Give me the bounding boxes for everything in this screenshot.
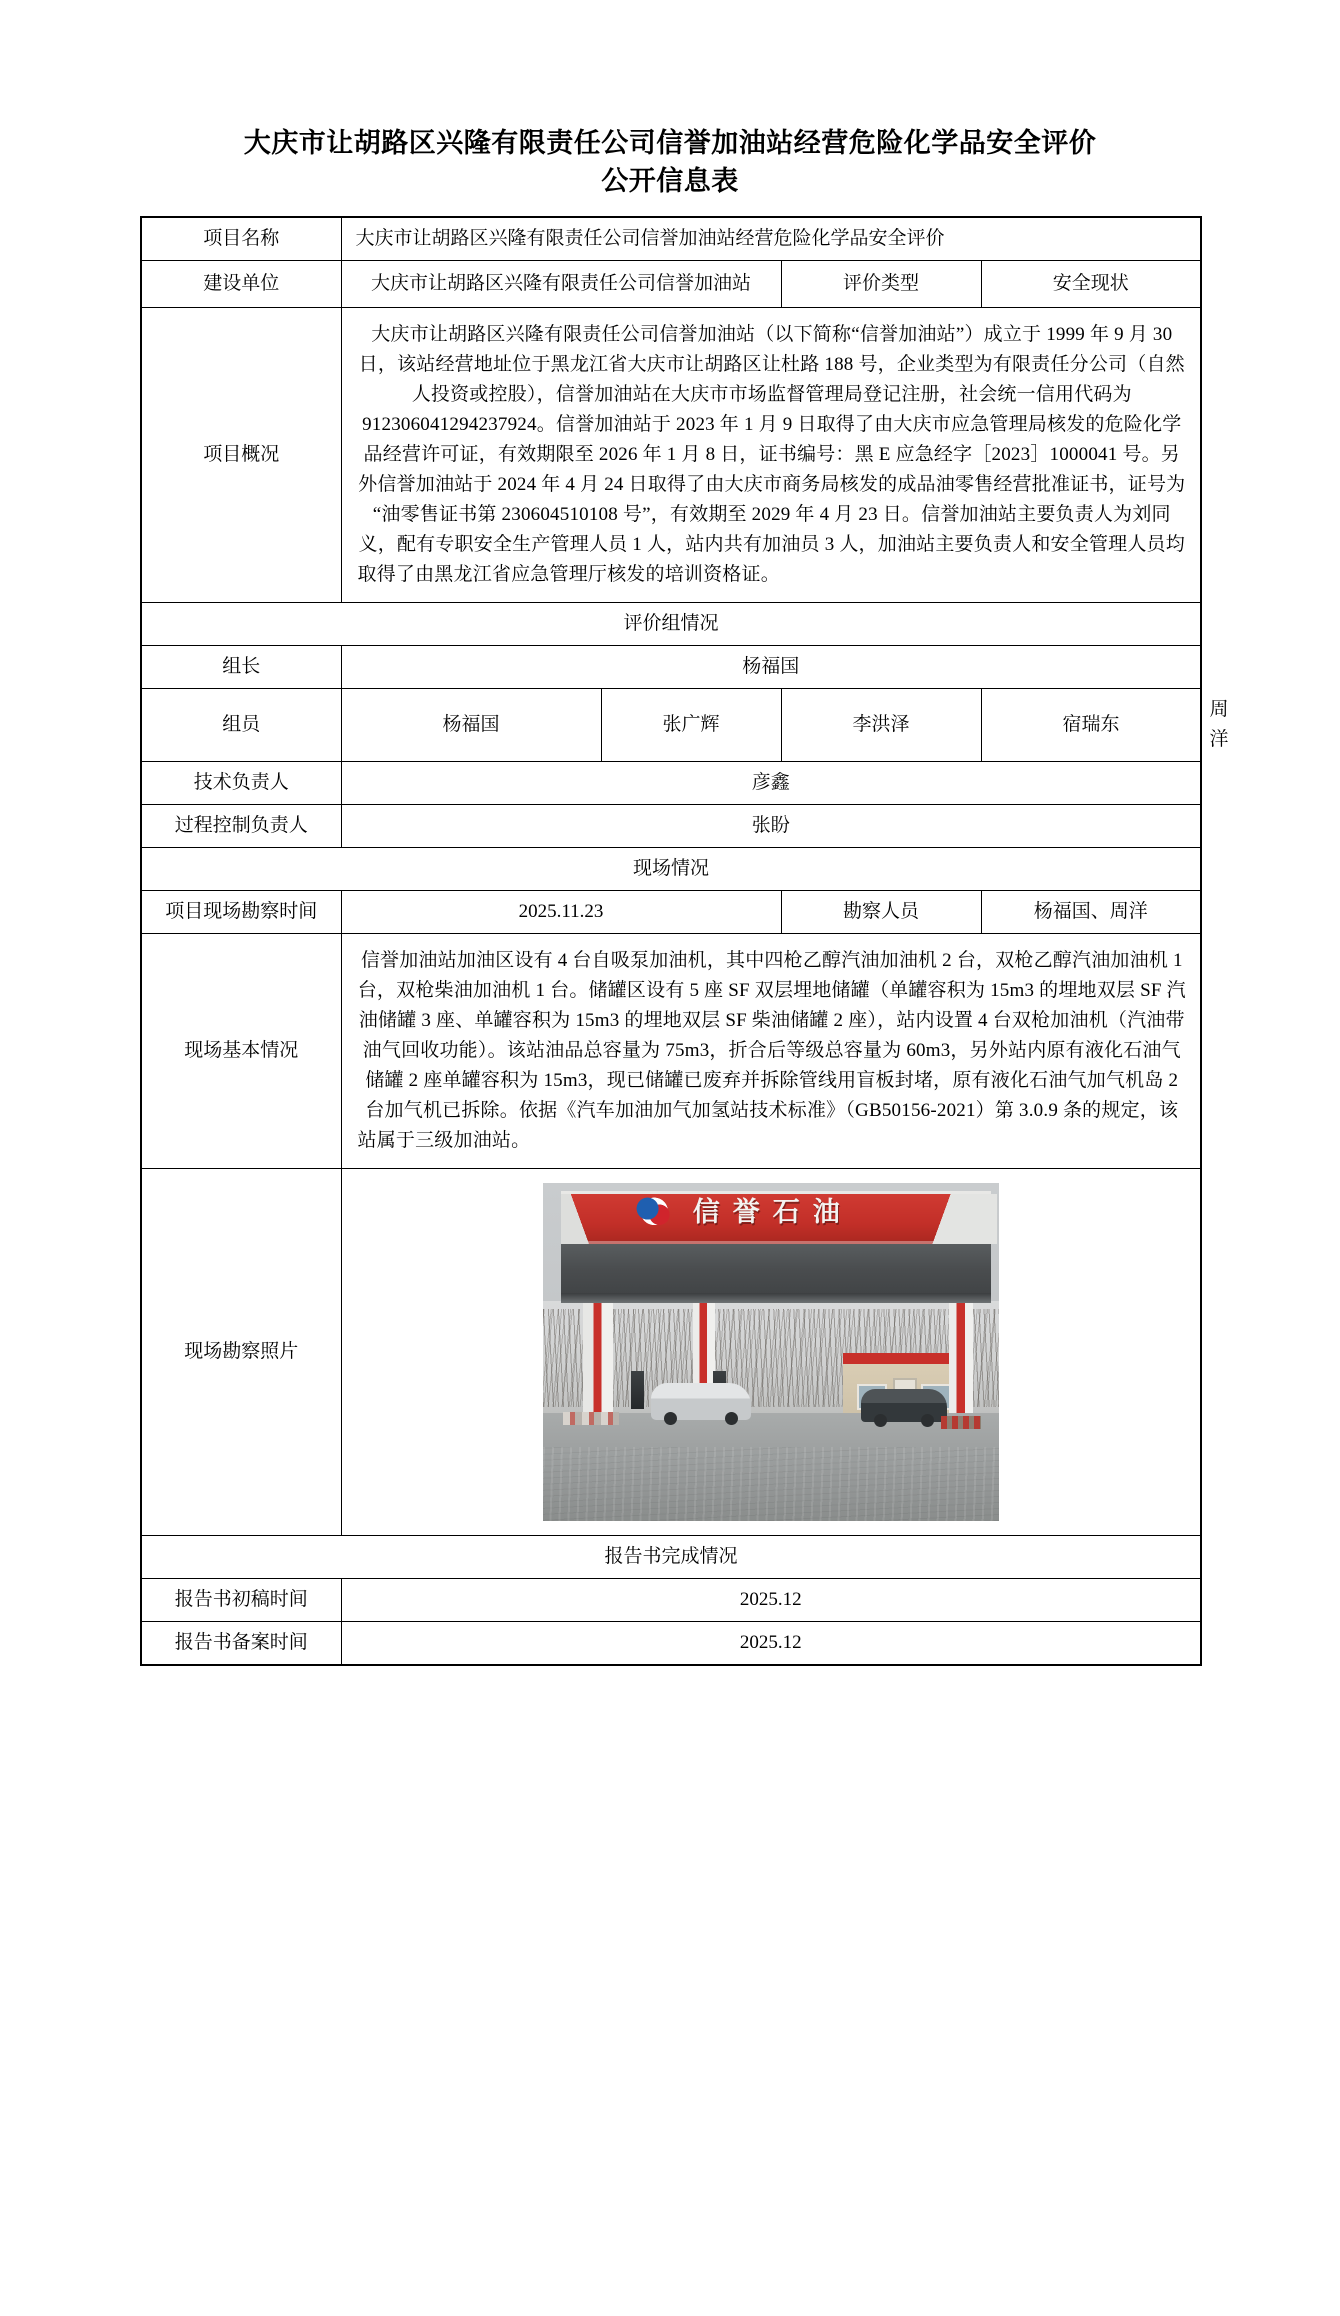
- project-overview-label: 项目概况: [141, 308, 341, 603]
- site-photo-cell: [341, 1169, 1201, 1536]
- site-situation-section-title: 现场情况: [141, 848, 1201, 891]
- report-draft-time-value: 2025.12: [341, 1579, 1201, 1622]
- report-filing-time-value: 2025.12: [341, 1622, 1201, 1666]
- group-member-3: 李洪泽: [781, 689, 981, 762]
- table-row-project-overview: [141, 308, 1201, 603]
- table-row-site-photo: [141, 1169, 1201, 1536]
- table-row-group-members: 组员 杨福国 张广辉 李洪泽 宿瑞东 周洋: [141, 689, 1201, 762]
- evaluation-type-label: 评价类型: [781, 261, 981, 308]
- construction-unit-label: 建设单位: [141, 261, 341, 308]
- table-row-report-draft-time: [141, 1579, 1201, 1622]
- table-row-group-leader: [141, 646, 1201, 689]
- photo-car-wheel: [725, 1412, 738, 1425]
- table-row-report-completion-header: [141, 1536, 1201, 1579]
- group-member-2: 张广辉: [601, 689, 781, 762]
- table-row-project-name: [141, 217, 1201, 261]
- photo-fuel-dispenser-1: [631, 1371, 644, 1409]
- site-photo-label: 现场勘察照片: [141, 1169, 341, 1536]
- group-leader-value: 杨福国: [341, 646, 1201, 689]
- page-title-line-1: 大庆市让胡路区兴隆有限责任公司信誉加油站经营危险化学品安全评价: [243, 128, 1097, 158]
- photo-ground-clutter-right: [941, 1416, 981, 1429]
- photo-dark-car: [861, 1389, 947, 1422]
- project-name-label: 项目名称: [141, 217, 341, 261]
- project-name-value: 大庆市让胡路区兴隆有限责任公司信誉加油站经营危险化学品安全评价: [341, 217, 1201, 261]
- project-overview-value: 大庆市让胡路区兴隆有限责任公司信誉加油站（以下简称“信誉加油站”）成立于 1999 年 9 月 30 日，该站经营地址位于黑龙江省大庆市让胡路区让杜路 188 号，企业类型为有限责任分公司（自然人投资或控股），信誉加油站在大庆市市场监督管理局登记注册，社会统一信用代码为 912306041294237924。信誉加油站于 2023 年 1 月 9 日取得了由大庆市应急管理局核发的危险化学品经营许可证，有效期限至 2026 年 1 月 8 日，证书编号：黑 E 应急经字［2023］1000041 号。另外信誉加油站于 2024 年 4 月 24 日取得了由大庆市商务局核发的成品油零售经营批准证书，证号为“油零售证书第 230604510108 号”，有效期至 2029 年 4 月 23 日。信誉加油站主要负责人为刘同义，配有专职安全生产管理人员 1 人，站内共有加油员 3 人，加油站主要负责人和安全管理人员均取得了由黑龙江省应急管理厅核发的培训资格证。: [341, 308, 1201, 603]
- group-members-label: 组员: [141, 689, 341, 762]
- page-title-line-2: 公开信息表: [601, 166, 739, 196]
- construction-unit-value: 大庆市让胡路区兴隆有限责任公司信誉加油站: [341, 261, 781, 308]
- surveyors-label: 勘察人员: [781, 891, 981, 934]
- page-title: [140, 124, 1200, 200]
- photo-car-wheel: [921, 1414, 934, 1427]
- evaluation-group-section-title: 评价组情况: [141, 603, 1201, 646]
- photo-canopy-column-3: [949, 1301, 973, 1413]
- photo-car-wheel: [874, 1414, 887, 1427]
- photo-ground-clutter-left: [563, 1412, 619, 1425]
- evaluation-type-value: 安全现状: [981, 261, 1201, 308]
- group-leader-label: 组长: [141, 646, 341, 689]
- brand-logo-icon: [635, 1195, 672, 1229]
- site-basic-label: 现场基本情况: [141, 934, 341, 1169]
- tech-lead-value: 彦鑫: [341, 762, 1201, 805]
- group-member-4: 宿瑞东: [981, 689, 1201, 762]
- public-information-table: [140, 216, 1229, 1666]
- tech-lead-label: 技术负责人: [141, 762, 341, 805]
- table-row-tech-lead: [141, 762, 1201, 805]
- table-row-survey-time: [141, 891, 1201, 934]
- report-completion-section-title: 报告书完成情况: [141, 1536, 1201, 1579]
- photo-car-wheel: [664, 1412, 677, 1425]
- table-row-construction-unit: [141, 261, 1201, 308]
- photo-canopy-soffit: [561, 1241, 991, 1303]
- process-control-label: 过程控制负责人: [141, 805, 341, 848]
- survey-time-value: 2025.11.23: [341, 891, 781, 934]
- photo-sign-text: 信誉石油: [692, 1197, 853, 1227]
- table-row-report-filing-time: [141, 1622, 1201, 1666]
- photo-canopy-column-1: [583, 1301, 613, 1413]
- report-draft-time-label: 报告书初稿时间: [141, 1579, 341, 1622]
- photo-silver-car: [651, 1383, 751, 1420]
- site-basic-value: 信誉加油站加油区设有 4 台自吸泵加油机，其中四枪乙醇汽油加油机 2 台，双枪乙醇汽油加油机 1 台，双枪柴油加油机 1 台。储罐区设有 5 座 SF 双层埋地储罐（单罐容积为 15m3 的埋地双层 SF 汽油储罐 3 座、单罐容积为 15m3 的埋地双层 SF 柴油储罐 2 座），站内设置 4 台双枪加油机（汽油带油气回收功能）。该站油品总容量为 75m3，折合后等级总容量为 60m3，另外站内原有液化石油气储罐 2 座单罐容积为 15m3，现已储罐已废弃并拆除管线用盲板封堵，原有液化石油气加气机岛 2 台加气机已拆除。依据《汽车加油加气加氢站技术标准》（GB50156-2021）第 3.0.9 条的规定，该站属于三级加油站。: [341, 934, 1201, 1169]
- table-row-site-basic: [141, 934, 1201, 1169]
- site-survey-photo: [543, 1183, 999, 1521]
- process-control-value: 张盼: [341, 805, 1201, 848]
- table-row-evaluation-group-header: [141, 603, 1201, 646]
- surveyors-value: 杨福国、周洋: [981, 891, 1201, 934]
- survey-time-label: 项目现场勘察时间: [141, 891, 341, 934]
- report-filing-time-label: 报告书备案时间: [141, 1622, 341, 1666]
- group-member-1: 杨福国: [341, 689, 601, 762]
- table-row-process-control: [141, 805, 1201, 848]
- photo-ground: [543, 1413, 999, 1521]
- table-row-site-situation-header: [141, 848, 1201, 891]
